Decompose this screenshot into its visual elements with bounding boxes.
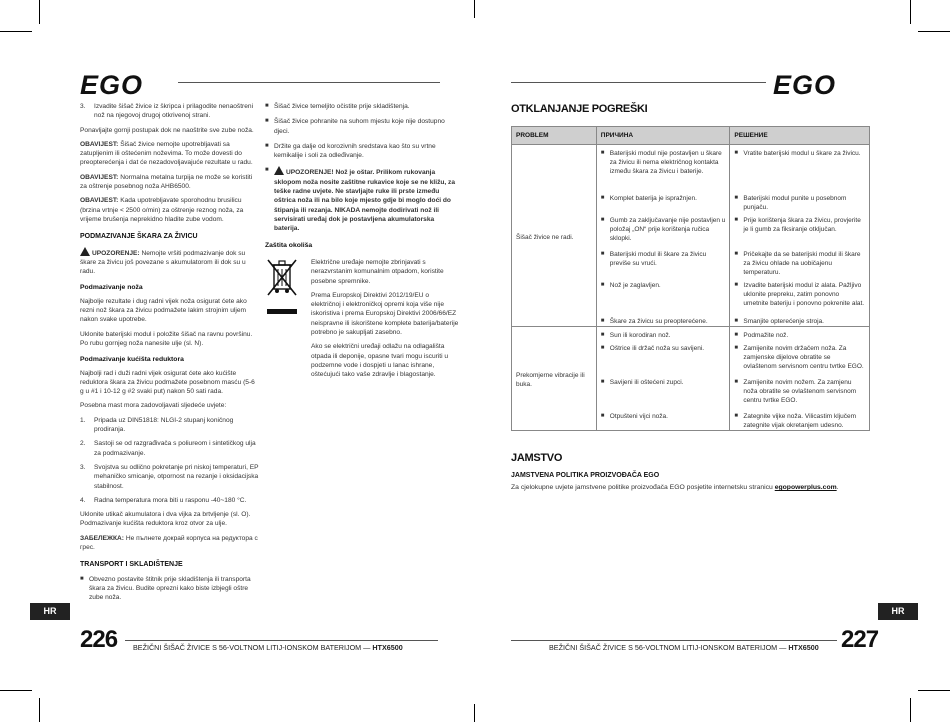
environment-text	[311, 258, 459, 385]
list-item: 4. Radna temperatura mora biti u rasponu -40~180 °C.	[80, 496, 247, 504]
left-column-2	[265, 102, 461, 254]
blade-warning: ■ UPOZORENJE! Nož je oštar. Prilikom rukovanja sklopom noža nosite zaštitne rukavice koje se ne kližu, za teške radne uvjete. Ne stavljajte ruke ili prste između oštrica noža ili na bilo koje mjesto gdje bi moglo doći do štipanja ili rezanja. NIKADA nemojte dodirivati nož ili servisirati uređaj dok je postavljena akumulatorska baterija.	[265, 167, 456, 233]
solution-cell: ■ Zamijenite novim držačem noža. Za zamjenske dijelove obratite se ovlaštenom servisnom centru tvrtke EGO.	[730, 340, 870, 374]
list-item: 3. Svojstva su odlično pokretanje pri niskoj temperaturi, EP mehaničko smicanje, otpornost na rezanje i oksidacijska stabilnost.	[80, 463, 259, 490]
list-item: 2. Sastoji se od razgrađivača s poliureom i sintetičkog ulja za podmazivanje.	[80, 440, 256, 457]
repeat-text: Ponavljajte gornji postupak dok ne naoštrite sve zube noža.	[80, 126, 254, 134]
warranty-subheading: JAMSTVENA POLITIKA PROIZVOĐAČA EGO	[511, 472, 660, 479]
page-number: 227	[841, 626, 879, 653]
warning-icon	[80, 247, 90, 256]
cause-cell: ■ Baterijski modul ili škare za živicu previše su vrući.	[596, 246, 730, 277]
troubleshooting-table	[511, 126, 870, 431]
cause-cell: ■ Oštrice ili držač noža su savijeni.	[596, 340, 730, 374]
cause-cell: ■ Savijeni ili oštećeni zupci.	[596, 374, 730, 408]
notice-1: OBAVIJEST: Šišač živice nemojte upotrebljavati sa zatupljenim ili oštećenim noževima. To može dovesti do preopterećenja i dat će nezadovoljavajuće rezultate u radu.	[80, 140, 253, 167]
solution-cell: ■ Prije korištenja škara za živicu, provjerite je li gumb za fiksiranje otključan.	[730, 212, 870, 246]
cause-cell: ■ Baterijski modul nije postavljen u škare za živicu ili nema električnog kontakta između škara za živicu i baterije.	[596, 145, 730, 190]
cause-cell: ■ Sun ili korodiran nož.	[596, 326, 730, 340]
footer-rule	[511, 640, 837, 641]
blade-lube-p2: Uklonite baterijski modul i položite šišač na ravnu površinu. Po rubu gornjeg noža nanesite ulje (sl. N).	[80, 330, 253, 347]
env-p3: Ako se električni uređaji odlažu na odlagališta otpada ili deponije, opasne tvari mogu iscuriti u podzemne vode i dospjeti u lanac ishrane, oštećujući tako vaše zdravlje i blagostanje.	[311, 343, 449, 379]
crop-mark	[910, 698, 911, 722]
language-tab: HR	[30, 603, 70, 620]
crop-mark	[918, 690, 950, 691]
list-item: ■ Obvezno postavite štitnik prije skladištenja ili transporta škara za živicu. Budite oprezni kako biste izbjegli oštre zube noža.	[80, 575, 251, 602]
bin-bar	[267, 309, 297, 314]
table-row	[512, 145, 870, 190]
solution-cell: ■ Pričekajte da se baterijski modul ili škare za živicu ohlade na uobičajenu temperaturu.	[730, 246, 870, 277]
environment-heading: Zaštita okoliša	[265, 241, 313, 249]
gear-lube-p2: Posebna mast mora zadovoljavati sljedeće uvjete:	[80, 402, 227, 410]
language-tab: HR	[878, 603, 918, 620]
list-item: ■ Šišač živice temeljito očistite prije skladištenja.	[265, 103, 410, 110]
solution-cell: ■ Baterijski modul punite u posebnom punjaču.	[730, 190, 870, 212]
solution-cell: ■ Podmažite nož.	[730, 326, 870, 340]
col-header-cause: ПРИЧИНА	[596, 127, 730, 145]
header-rule	[511, 82, 766, 83]
cause-cell: ■ Gumb za zaključavanje nije postavljen u položaj „ON“ prije korištenja ručica sklopki.	[596, 212, 730, 246]
problem-cell: Prekomjerne vibracije ili buka.	[512, 326, 597, 430]
col-header-problem: PROBLEM	[512, 127, 597, 145]
solution-cell: ■ Izvadite baterijski modul iz alata. Pažljivo uklonite prepreku, zatim ponovno umetnite bateriju i ponovno pokrenite alat.	[730, 277, 870, 313]
problem-cell: Šišač živice ne radi.	[512, 145, 597, 327]
ego-logo: EGO	[773, 70, 837, 100]
blade-lubrication-heading: Podmazivanje noža	[80, 284, 143, 292]
gear-lube-p3: Uklonite utikač akumulatora i dva vijka za brtvljenje (sl. O). Podmazivanje kućišta reduktora kroz otvor za ulje.	[80, 511, 251, 528]
gear-lube-p1: Najbolji rad i duži radni vijek osigurat ćete ako kućište reduktora škara za živicu podmažete posebnom masću (5-6 g u #1 i 10-12 g #2 svaki put) nakon 50 sati rada.	[80, 369, 255, 396]
footer-title: BEŽIČNI ŠIŠAČ ŽIVICE S 56-VOLTNOM LITIJ-IONSKOM BATERIJOM — HTX6500	[133, 643, 403, 652]
cause-cell: ■ Nož je zaglavljen.	[596, 277, 730, 313]
env-p2: Prema Europskoj Direktivi 2012/19/EU o električnoj i elektroničkoj opremi koja više nije iskoristiva i prema Europskoj Direktivi 2006/66/EZ neispravne ili iskorištene komplete baterija/baterije potrebno je sakupljati zasebno.	[311, 291, 459, 337]
solution-cell: ■ Zamijenite novim nožem. Za zamjenu noža obratite se ovlaštenom servisnom centru tvrtke EGO.	[730, 374, 870, 408]
warranty-heading: JAMSTVO	[511, 452, 563, 464]
list-item: ■ Šišač živice pohranite na suhom mjestu koje nije dostupno djeci.	[265, 118, 445, 135]
notice-2: OBAVIJEST: Normalna metalna turpija ne može se koristiti za oštrenje posebnog noža AHB6500.	[80, 173, 253, 191]
solution-cell: ■ Zategnite vijke noža. Vilicastim ključem zategnite vijak okretanjem udesno.	[730, 408, 870, 431]
table-row	[512, 326, 870, 340]
cause-cell: ■ Otpušteni vijci noža.	[596, 408, 730, 431]
list-item: 1. Pripada uz DIN51818: NLGI-2 stupanj koničnog prodiranja.	[80, 416, 234, 434]
blade-lube-p1: Najbolje rezultate i dug radni vijek noža osigurat ćete ako rezni nož škara za živicu podmažete lakim strojnim uljem nakon svake upotrebe.	[80, 297, 247, 324]
page-number: 226	[80, 626, 118, 653]
troubleshooting-heading: OTKLANJANJE POGREŠKI	[511, 103, 648, 115]
header-rule	[178, 82, 440, 83]
transport-heading: TRANSPORT I SKLADIŠTENJE	[80, 561, 183, 569]
gearbox-lubrication-heading: Podmazivanje kućišta reduktora	[80, 356, 184, 364]
lubrication-warning: UPOZORENJE: Nemojte vršiti podmazivanje dok su škare za živicu još povezane s akumulatorom ili dok su u radu.	[80, 247, 260, 277]
solution-cell: ■ Smanjite opterećenje stroja.	[730, 313, 870, 327]
warranty-link[interactable]: egopowerplus.com	[774, 484, 837, 491]
cause-cell: ■ Škare za živicu su preopterećene.	[596, 313, 730, 327]
env-p1: Električne uređaje nemojte zbrinjavati s nerazvrstanim komunalnim otpadom, koristite posebne spremnike.	[311, 259, 444, 285]
warranty-text: Za cjelokupne uvjete jamstvene politike proizvođača EGO posjetite internetsku stranicu egopowerplus.com.	[511, 484, 839, 491]
grease-note: ЗАБЕЛЕЖКА: Не пълнете докрай корпуса на редуктора с грес.	[80, 534, 258, 551]
lubrication-heading: PODMAZIVANJE ŠKARA ZA ŽIVICU	[80, 233, 198, 241]
crop-mark	[918, 31, 950, 32]
col-header-solution: РЕШЕНИЕ	[730, 127, 870, 145]
cause-cell: ■ Komplet baterija je ispražnjen.	[596, 190, 730, 212]
left-column-1	[80, 102, 260, 608]
ego-logo: EGO	[80, 70, 144, 100]
solution-cell: ■ Vratite baterijski modul u škare za živicu.	[730, 145, 870, 190]
crossed-bin-icon	[265, 257, 299, 297]
list-item: ■ Držite ga dalje od korozivnih sredstava kao što su vrtne kemikalije i soli za odleđivanje.	[265, 142, 436, 160]
grease-requirements	[80, 416, 260, 505]
footer-title: BEŽIČNI ŠIŠAČ ŽIVICE S 56-VOLTNOM LITIJ-IONSKOM BATERIJOM — HTX6500	[549, 643, 819, 652]
footer-rule	[125, 640, 438, 641]
warning-icon	[274, 166, 284, 175]
sharpen-step-3: 3. Izvadite šišač živice iz škripca i prilagodite nenaoštreni nož na njegovoj drugoj otkrivenoj strani.	[80, 103, 254, 120]
crop-mark	[910, 0, 911, 24]
notice-3: OBAVIJEST: Kada upotrebljavate sporohodnu brusilicu (brzina vrtnje < 2500 o/min) za oštrenje reznog noža, za vrijeme brušenja neprekidno hladite zube vodom.	[80, 197, 244, 223]
